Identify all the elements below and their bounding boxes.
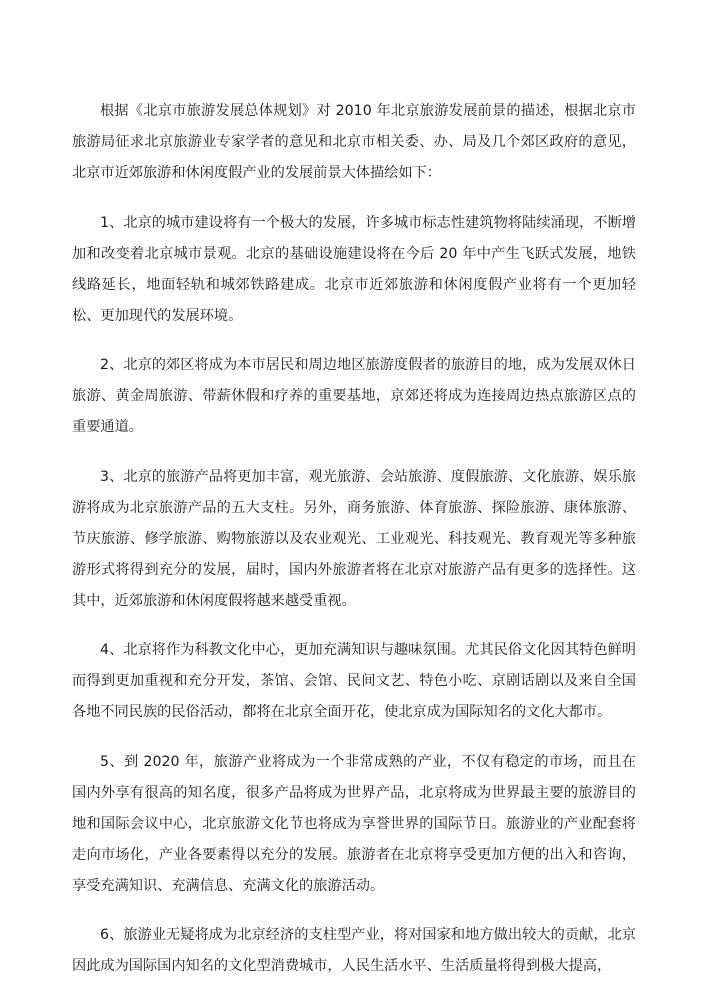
paragraph-intro: 根据《北京市旅游发展总体规划》对 2010 年北京旅游发展前景的描述，根据北京市旅游局征求北京旅游业专家学者的意见和北京市相关委、办、局及几个郊区政府的意见，北京市近郊旅游和休闲度假产业的发展前景大体描绘如下： xyxy=(72,103,636,181)
paragraph-item-4: 4、北京将作为科教文化中心，更加充满知识与趣味氛围。尤其民俗文化因其特色鲜明而得到更加重视和充分开发，茶馆、会馆、民间文艺、特色小吃、京剧话剧以及来自全国各地不同民族的民俗活动，都将在北京全面开花，使北京成为国际知名的文化大都市。 xyxy=(72,642,636,720)
paragraph-item-3: 3、北京的旅游产品将更加丰富，观光旅游、会站旅游、度假旅游、文化旅游、娱乐旅游将成为北京旅游产品的五大支柱。另外，商务旅游、体育旅游、探险旅游、康体旅游、节庆旅游、修学旅游、购物旅游以及农业观光、工业观光、科技观光、教育观光等多种旅游形式将得到充分的发展，届时，国内外旅游者将在北京对旅游产品有更多的选择性。这其中，近郊旅游和休闲度假将越来越受重视。 xyxy=(72,468,636,609)
paragraph-item-5: 5、到 2020 年，旅游产业将成为一个非常成熟的产业，不仅有稳定的市场，而且在国内外享有很高的知名度，很多产品将成为世界产品，北京将成为世界最主要的旅游目的地和国际会议中心，北京旅游文化节也将成为享誉世界的国际节日。旅游业的产业配套将走向市场化，产业各要素得以充分的发展。旅游者在北京将享受更加方便的出入和咨询，享受充满知识、充满信息、充满文化的旅游活动。 xyxy=(72,753,636,894)
paragraph-item-2: 2、北京的郊区将成为本市居民和周边地区旅游度假者的旅游目的地，成为发展双休日旅游、黄金周旅游、带薪休假和疗养的重要基地，京郊还将成为连接周边热点旅游区点的重要通道。 xyxy=(72,357,636,435)
paragraph-item-1: 1、北京的城市建设将有一个极大的发展，许多城市标志性建筑物将陆续涌现，不断增加和改变着北京城市景观。北京的基础设施建设将在今后 20 年中产生飞跃式发展，地铁线路延长，地面轻轨和城郊铁路建成。北京市近郊旅游和休闲度假产业将有一个更加轻松、更加现代的发展环境。 xyxy=(72,214,636,324)
paragraph-item-6: 6、旅游业无疑将成为北京经济的支柱型产业，将对国家和地方做出较大的贡献，北京因此成为国际国内知名的文化型消费城市，人民生活水平、生活质量将得到极大提高， xyxy=(72,927,636,974)
document-body xyxy=(72,96,636,1001)
